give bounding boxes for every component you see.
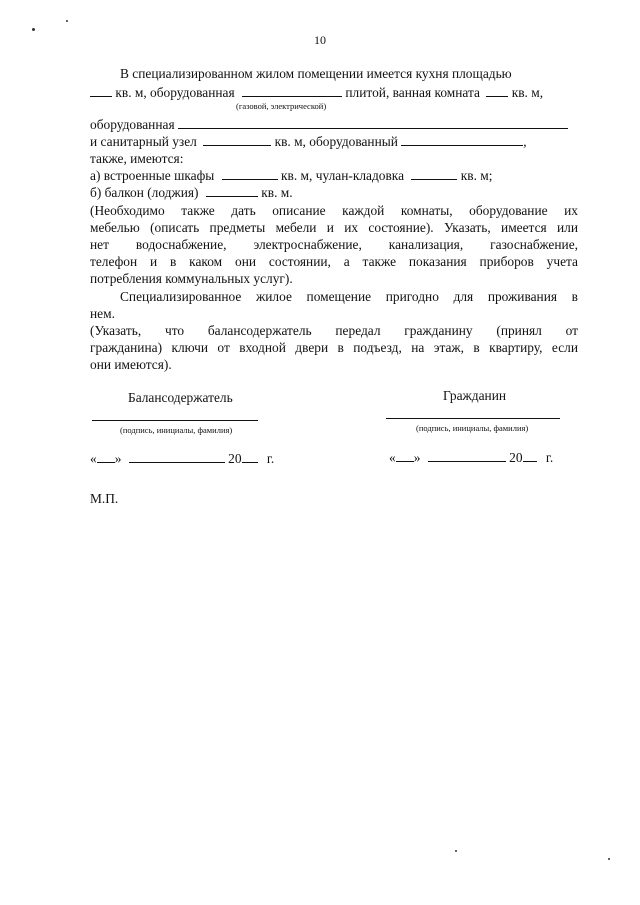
note-line: гражданина) ключи от входной двери в подъезд, на этаж, в квартиру, если (90, 340, 578, 355)
note-line: (Указать, что балансодержатель передал гражданину (принял от (90, 323, 578, 338)
wardrobes-line (90, 167, 492, 184)
balance-holder-title: Балансодержатель (128, 390, 233, 405)
paragraph-line: нем. (90, 306, 115, 321)
text-fragment: , (523, 134, 527, 149)
note-line: (Необходимо также дать описание каждой комнаты, оборудование их (90, 203, 578, 218)
blank-field (222, 168, 278, 180)
blank-field (428, 450, 506, 462)
text-fragment: кв. м, (511, 85, 544, 100)
date-line-right (389, 449, 553, 466)
text-fragment: кв. м. (261, 185, 293, 200)
text-fragment: кв. м; (460, 168, 493, 183)
scan-speck (608, 858, 610, 860)
balcony-line (90, 184, 293, 201)
text-fragment: плитой, ванная комната (345, 85, 480, 100)
text-fragment: кв. м, чулан-кладовка (281, 168, 405, 183)
page-number: 10 (314, 33, 326, 47)
blank-field (90, 85, 112, 97)
signature-line-right (386, 418, 560, 419)
note-line: потребления коммунальных услуг). (90, 271, 293, 286)
paragraph-line: В специализированном жилом помещении имеется кухня площадью (120, 66, 512, 81)
text-fragment: кв. м, оборудованная (115, 85, 235, 100)
kitchen-line (90, 84, 543, 101)
blank-field (203, 134, 271, 146)
text-fragment: « (90, 451, 97, 466)
blank-field (411, 168, 457, 180)
signature-caption-right: (подпись, инициалы, фамилия) (416, 423, 529, 433)
stove-type-hint: (газовой, электрической) (236, 101, 327, 111)
text-fragment: « (389, 450, 396, 465)
scan-speck (66, 20, 68, 22)
signature-line-left (92, 420, 258, 421)
text-fragment: г. (545, 450, 554, 465)
text-fragment: и санитарный узел (90, 134, 197, 149)
paragraph-line: Специализированное жилое помещение пригодно для проживания в (120, 289, 578, 304)
note-line: нет водоснабжение, электроснабжение, канализация, газоснабжение, (90, 237, 578, 252)
text-fragment: б) балкон (лоджия) (90, 185, 199, 200)
text-fragment: 20 (509, 450, 523, 465)
citizen-title: Гражданин (443, 388, 507, 403)
text-fragment: оборудованная (90, 117, 175, 132)
signature-caption-left: (подпись, инициалы, фамилия) (120, 425, 233, 435)
note-line: они имеются). (90, 357, 172, 372)
blank-field (206, 185, 258, 197)
text-fragment: » (114, 451, 122, 466)
note-line: телефон и в каком они состоянии, а также показания приборов учета (90, 254, 578, 269)
text-fragment: а) встроенные шкафы (90, 168, 215, 183)
blank-field (178, 117, 568, 129)
blank-field (242, 85, 342, 97)
text-fragment: 20 (228, 451, 242, 466)
text-fragment: г. (266, 451, 275, 466)
note-line: мебелью (описать предметы мебели и их состояние). Указать, имеется или (90, 220, 578, 235)
text-fragment: » (413, 450, 421, 465)
blank-field (523, 450, 537, 462)
blank-field (396, 450, 414, 462)
blank-field (242, 451, 258, 463)
stamp-placeholder: М.П. (90, 491, 119, 506)
text-fragment: кв. м, оборудованный (274, 134, 398, 149)
toilet-line (90, 133, 527, 150)
blank-field (401, 134, 523, 146)
blank-field (129, 451, 225, 463)
scan-speck (32, 28, 35, 31)
date-line-left (90, 450, 274, 467)
blank-field (97, 451, 115, 463)
blank-field (486, 85, 508, 97)
scan-speck (455, 850, 457, 852)
also-line: также, имеются: (90, 151, 184, 166)
equipped-line (90, 116, 568, 133)
